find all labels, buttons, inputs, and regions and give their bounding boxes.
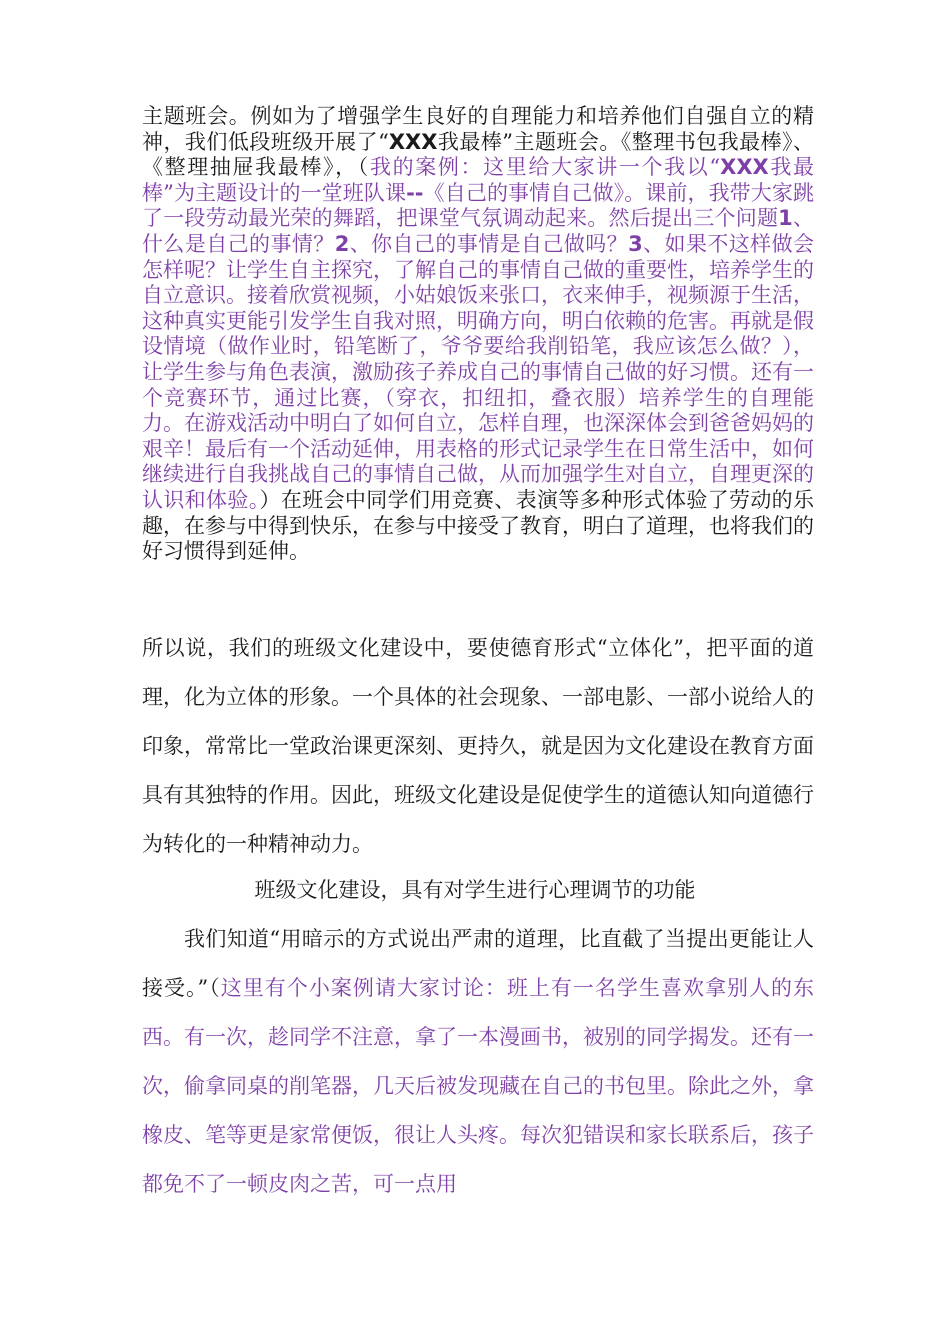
case-number: 3 xyxy=(628,231,643,256)
text-run: XXX xyxy=(388,129,438,154)
case-text: XXX xyxy=(720,155,769,180)
case-text: 、什么是自己的事情？ xyxy=(142,206,815,256)
text-run: 我们知道“用暗示的方式说出严肃的道理，比直截了当提出更能让人接受。”（ xyxy=(142,927,814,1000)
text-run: 主题班会。例如为了增强学生良好的自理能力和培养他们自强自立的精神，我们低段班级开展了“ xyxy=(142,104,814,154)
paragraph-theme-meeting xyxy=(142,104,814,565)
case-text: 我最棒”为主题设计的一堂班队课 xyxy=(142,155,814,205)
case-number: 2 xyxy=(334,231,350,256)
case-text: 、你自己的事情是自己做吗？ xyxy=(349,231,629,256)
text-run: ）在班会中同学们用竞赛、表演等多种形式体验了劳动的乐趣，在参与中得到快乐，在参与中接受了教育，明白了道理，也将我们的好习惯得到延伸。 xyxy=(142,487,815,564)
case-text: 《自己的事情自己做》。课前，我带大家跳了一段劳动最光荣的舞蹈，把课堂气氛调动起来。然后提出三个问题 xyxy=(142,180,814,231)
case-text: -- xyxy=(406,180,424,205)
case-number: 1 xyxy=(778,206,793,231)
paragraph-psychological-regulation xyxy=(142,915,814,1209)
section-heading: 班级文化建设，具有对学生进行心理调节的功能 xyxy=(254,878,696,902)
paragraph-three-dimensional: 所以说，我们的班级文化建设中，要使德育形式“立体化”，把平面的道理，化为立体的形象。一个具体的社会现象、一部电影、一部小说给人的印象，常常比一堂政治课更深刻、更持久，就是因为文化建设在教育方面具有其独特的作用。因此，班级文化建设是促使学生的道德认知向道德行为转化的一种精神动力。 xyxy=(142,636,814,856)
case-text: 、如果不这样做会怎样呢？让学生自主探究，了解自己的事情自己做的重要性，培养学生的自立意识。接着欣赏视频，小姑娘饭来张口，衣来伸手，视频源于生活，这种真实更能引发学生自我对照，明确方向，明白依赖的危害。再就是假设情境（做作业时，铅笔断了，爷爷要给我削铅笔，我应该怎么做？），让学生参与角色表演，激励孩子养成自己的事情自己做的好习惯。还有一个竞赛环节，通过比赛，（穿衣，扣纽扣，叠衣服）培养学生的自理能力。在游戏活动中明白了如何自立，怎样自理，也深深体会到爸爸妈妈的艰辛！最后有一个活动延伸，用表格的形式记录学生在日常生活中，如何继续进行自我挑战自己的事情自己做，从而加强学生对自立，自理更深的认识和体验。 xyxy=(142,231,815,512)
case-text: 这里有个小案例请大家讨论：班上有一名学生喜欢拿别人的东西。有一次，趁同学不注意，拿了一本漫画书，被别的同学揭发。还有一次，偷拿同桌的削笔器，几天后被发现藏在自己的书包里。除此之外，拿橡皮、笔等更是家常便饭，很让人头疼。每次犯错误和家长联系后，孩子都免不了一顿皮肉之苦，可一点用 xyxy=(142,976,814,1196)
case-text: 我的案例：这里给大家讲一个我以“ xyxy=(369,155,721,180)
text-run: 我最棒”主题班会。《整理书包我最棒》、《整理抽屉我最棒》，（ xyxy=(142,129,814,180)
